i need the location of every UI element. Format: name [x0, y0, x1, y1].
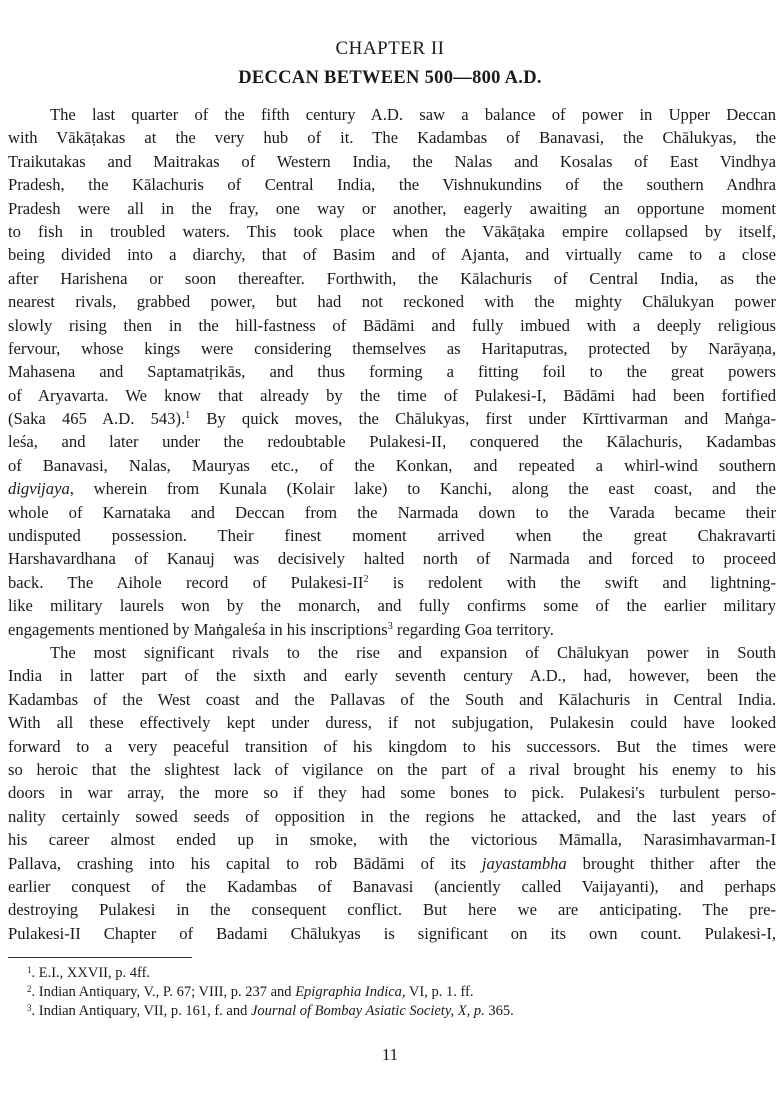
text-line [8, 735, 776, 758]
text-run: VI, p. 1. ff. [405, 984, 474, 1000]
text-run: fervour, whose kings were considering themselves as Haritaputras, protected by Narāyaṇa, [8, 338, 776, 358]
footnote-divider [8, 957, 192, 958]
text-run: like military laurels won by the monarch, and fully confirms some of the earlier military [8, 596, 776, 616]
text-run: . Indian Antiquary, V., P. 67; VIII, p. 237 and [31, 984, 296, 1000]
text-line [8, 594, 776, 617]
text-run: of Banavasi, Nalas, Mauryas etc., of the Konkan, and repeated a whirl-wind southern [8, 455, 776, 475]
text-run: is redolent with the swift and lightning- [368, 572, 776, 592]
text-line [8, 243, 776, 266]
text-line [8, 524, 776, 547]
text-line [8, 173, 776, 196]
text-run: being divided into a diarchy, that of Basim and of Ajanta, and virtually came to a close [8, 245, 776, 265]
text-line [8, 360, 776, 383]
text-run: undisputed possession. Their finest moment arrived when the great Chakravarti [8, 526, 776, 546]
text-line [8, 454, 776, 477]
text-run: With all these effectively kept under duress, if not subjugation, Pulakesin could have looked [8, 713, 776, 733]
text-line [8, 781, 776, 804]
text-line [8, 430, 776, 453]
text-line [8, 197, 776, 220]
footnote-ref: 3 [387, 620, 393, 632]
text-run: India in latter part of the sixth and early seventh century A.D., had, however, been the [8, 666, 776, 686]
text-line [8, 805, 776, 828]
text-line [8, 314, 776, 337]
text-run: forward to a very peaceful transition of his kingdom to his successors. But the times were [8, 736, 776, 756]
italic-text: digvijaya [8, 479, 70, 499]
text-run: whole of Karnataka and Deccan from the Narmada down to the Varada became their [8, 502, 776, 522]
text-run: with Vākāṭakas at the very hub of it. The Kadambas of Banavasi, the Chālukyas, the [8, 128, 776, 148]
text-line [8, 641, 776, 664]
chapter-label: CHAPTER II [335, 38, 445, 59]
body-text [8, 103, 776, 945]
text-line [8, 688, 776, 711]
text-run: Pallava, crashing into his capital to rob Bādāmi of its [8, 853, 482, 873]
text-run: so heroic that the slightest lack of vigilance on the part of a rival brought his enemy to his [8, 759, 776, 779]
text-run: doors in war array, the more so if they had some bones to pick. Pulakesi's turbulent perso- [8, 783, 776, 803]
text-line [8, 337, 776, 360]
text-line [8, 407, 776, 430]
footnote-ref: 1 [185, 410, 191, 422]
text-run: brought thither after the [566, 853, 776, 873]
text-run: . E.I., XXVII, p. 4ff. [31, 965, 151, 981]
text-line [8, 571, 776, 594]
text-run: of Aryavarta. We know that already by the time of Pulakesi-I, Bādāmi had been fortified [8, 385, 776, 405]
text-run: back. The Aihole record of Pulakesi-II [8, 572, 364, 592]
text-run: Pulakesi-II Chapter of Badami Chālukyas is significant on its own count. Pulakesi-I, [8, 923, 776, 943]
text-run: destroying Pulakesi in the consequent conflict. But here we are anticipating. The pre- [8, 900, 776, 920]
text-run: (Saka 465 A.D. 543). [8, 409, 186, 429]
text-line [8, 711, 776, 734]
text-run: Mahasena and Saptamatṛikās, and thus forming a fitting foil to the great powers [8, 362, 776, 382]
text-line [8, 618, 776, 641]
text-line [8, 220, 776, 243]
text-line [8, 828, 776, 851]
text-line [8, 875, 776, 898]
text-run: to fish in troubled waters. This took place when the Vākāṭaka empire collapsed by itself, [8, 221, 776, 241]
text-line [8, 477, 776, 500]
text-run: The last quarter of the fifth century A.D. saw a balance of power in Upper Deccan [50, 105, 776, 124]
text-line [8, 664, 776, 687]
text-line [8, 501, 776, 524]
italic-text: jayastambha [481, 853, 567, 873]
italic-text: Epigraphia Indica, [295, 984, 406, 1000]
text-line [8, 384, 776, 407]
text-run: his career almost ended up in smoke, with the victorious Māmalla, Narasimhavarman-I [8, 830, 776, 850]
footnote-ref: 3 [27, 1003, 32, 1013]
footnote [27, 964, 514, 983]
page-number: 11 [381, 1045, 399, 1064]
text-run: after Harishena or soon thereafter. Forthwith, the Kālachuris of Central India, as the [8, 268, 776, 288]
text-run: earlier conquest of the Kadambas of Banavasi (anciently called Vaijayanti), and perhaps [8, 876, 776, 896]
text-line [8, 922, 776, 945]
italic-text: Journal of Bombay Asiatic Society, X, p. [250, 1003, 485, 1019]
text-run: , wherein from Kunala (Kolair lake) to Kanchi, along the east coast, and the [69, 479, 776, 499]
text-run: Kadambas of the West coast and the Pallavas of the South and Kālachuris in Central India. [8, 689, 776, 709]
text-run: regarding Goa territory. [392, 619, 554, 639]
text-run: nearest rivals, grabbed power, but had not reckoned with the mighty Chālukyan power [8, 292, 776, 312]
text-line [8, 267, 776, 290]
text-line [8, 103, 776, 126]
text-line [8, 758, 776, 781]
footnote-ref: 1 [27, 965, 32, 975]
text-run: Harshavardhana of Kanauj was decisively halted north of Narmada and forced to proceed [8, 549, 776, 569]
footnotes [27, 964, 514, 1021]
footnote [27, 1002, 514, 1021]
text-run: Pradesh were all in the fray, one way or another, eagerly awaiting an opportune moment [8, 198, 776, 218]
text-run: nality certainly sowed seeds of opposition in the regions he attacked, and the last years of [8, 806, 776, 826]
text-line [8, 290, 776, 313]
footnote [27, 983, 514, 1002]
text-line [8, 547, 776, 570]
text-run: 365. [484, 1003, 514, 1019]
text-run: leśa, and later under the redoubtable Pulakesi-II, conquered the Kālachuris, Kadambas [8, 432, 776, 452]
text-run: By quick moves, the Chālukyas, first under Kīrttivarman and Maṅga- [190, 409, 776, 429]
text-run: engagements mentioned by Maṅgaleśa in his inscriptions [8, 619, 388, 639]
text-line [8, 852, 776, 875]
text-run: . Indian Antiquary, VII, p. 161, f. and [31, 1003, 251, 1019]
text-line [8, 126, 776, 149]
text-run: The most significant rivals to the rise and expansion of Chālukyan power in South [50, 642, 776, 662]
footnote-ref: 2 [363, 573, 369, 585]
text-run: slowly rising then in the hill-fastness of Bādāmi and fully imbued with a deeply religious [8, 315, 776, 335]
text-line [8, 898, 776, 921]
text-line [8, 150, 776, 173]
text-run: Pradesh, the Kālachuris of Central India, the Vishnukundins of the southern Andhra [8, 175, 776, 195]
chapter-title: DECCAN BETWEEN 500—800 A.D. [238, 68, 542, 88]
footnote-ref: 2 [27, 984, 32, 994]
text-run: Traikutakas and Maitrakas of Western India, the Nalas and Kosalas of East Vindhya [8, 151, 776, 171]
